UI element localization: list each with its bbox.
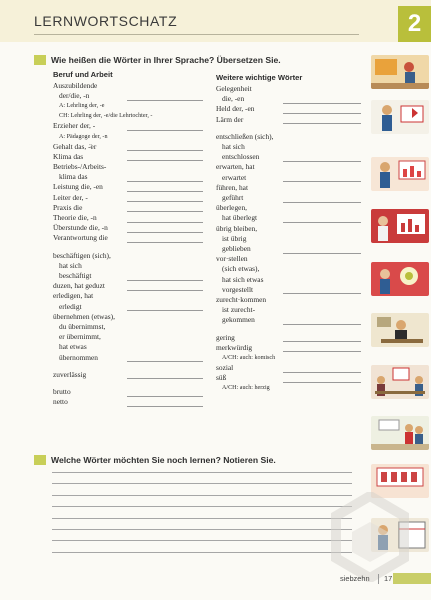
notes-line[interactable] xyxy=(52,540,352,541)
vocab-variant-note: A: Pädagoge der, -n xyxy=(59,133,108,140)
illustration-office-worker xyxy=(371,100,429,134)
vocab-entry xyxy=(53,152,203,162)
vocab-term-line: süß xyxy=(216,373,227,383)
entry-gap xyxy=(53,244,203,251)
vocab-term-line: Held der, -en xyxy=(216,104,255,114)
header-rule xyxy=(34,34,359,35)
right-column-heading: Weitere wichtige Wörter xyxy=(216,73,303,82)
vocab-variant-note: CH: Lehrling der, -e/die Lehrtochter, - xyxy=(59,113,153,120)
vocab-entry xyxy=(53,121,203,141)
vocab-entry xyxy=(216,132,361,163)
vocab-term-line: Betriebs-/Arbeits- xyxy=(53,162,107,172)
vocab-term-line: hat sich etwas xyxy=(222,274,264,284)
vocab-term-line: erwartet xyxy=(222,172,247,182)
vocab-term-line: (sich etwas), xyxy=(222,264,260,274)
vocab-term-line: Auszubildende xyxy=(53,81,98,90)
vocab-column-right xyxy=(216,84,361,393)
notes-line[interactable] xyxy=(52,472,352,473)
vocab-entry xyxy=(53,162,203,182)
task-marker-icon xyxy=(34,55,46,65)
vocab-term-line: Klima das xyxy=(53,151,84,161)
vocab-term-line: erwarten, hat xyxy=(216,162,255,172)
illustration-idea xyxy=(371,262,429,296)
vocab-term-line: Verantwortung die xyxy=(53,233,108,243)
page-number: 17 xyxy=(384,574,393,583)
page-header xyxy=(0,0,431,42)
chapter-badge: 2 xyxy=(398,6,431,42)
vocab-term-line: er übernimmt, xyxy=(59,332,101,342)
task-2-instruction xyxy=(34,455,276,465)
vocab-entry xyxy=(53,281,203,291)
vocab-entry xyxy=(53,142,203,152)
vocab-term-line: merkwürdig xyxy=(216,342,253,352)
page-number-word: siebzehn xyxy=(340,574,370,583)
left-column-heading: Beruf und Arbeit xyxy=(53,70,113,79)
vocab-term-line: Leiter der, - xyxy=(53,192,88,202)
entry-gap xyxy=(216,125,361,132)
task-2-text: Welche Wörter möchten Sie noch lernen? Notieren Sie. xyxy=(51,455,276,465)
notes-line[interactable] xyxy=(52,495,352,496)
notes-line[interactable] xyxy=(52,529,352,530)
illustration-manager-desk xyxy=(371,313,429,347)
vocab-term-line: der/die, -n xyxy=(59,91,90,101)
chapter-tab xyxy=(393,573,431,584)
illustration-chart-talk xyxy=(371,209,429,243)
vocab-entry xyxy=(216,104,361,114)
vocab-term-line: entschließen (sich), xyxy=(216,131,274,141)
vocab-term-line: hat überlegt xyxy=(222,213,258,223)
vocab-variant-note: A: Lehrling der, -e xyxy=(59,103,105,110)
vocab-term-line: Erzieher der, - xyxy=(53,121,96,131)
vocab-term-line: übernehmen (etwas), xyxy=(53,311,115,321)
translation-blank[interactable] xyxy=(127,242,203,243)
vocab-entry xyxy=(216,203,361,223)
vocab-entry xyxy=(53,387,203,397)
vocab-entry xyxy=(53,291,203,311)
vocab-term-line: entschlossen xyxy=(222,152,260,162)
translation-blank[interactable] xyxy=(127,361,203,362)
vocab-entry xyxy=(53,81,203,121)
vocab-term-line: führen, hat xyxy=(216,182,249,192)
vocab-entry xyxy=(53,370,203,380)
vocab-term-line: sozial xyxy=(216,363,234,373)
notes-lines xyxy=(52,472,352,563)
vocab-term-line: Überstunde die, -n xyxy=(53,223,108,233)
vocab-term-line: Praxis die xyxy=(53,202,83,212)
task-1-instruction xyxy=(34,55,281,65)
vocab-term-line: hat sich xyxy=(59,260,82,270)
vocab-entry xyxy=(216,333,361,343)
vocab-entry xyxy=(216,373,361,393)
vocab-term-line: zurecht·kommen xyxy=(216,295,267,305)
vocab-entry xyxy=(53,193,203,203)
watermark-logo xyxy=(330,492,410,582)
vocab-term-line: duzen, hat geduzt xyxy=(53,281,105,291)
vocab-term-line: Gelegenheit xyxy=(216,84,252,93)
illustration-team xyxy=(371,416,429,450)
vocab-term-line: vor·stellen xyxy=(216,254,248,264)
task-marker-icon xyxy=(34,455,46,465)
vocab-term-line: beschäftigen (sich), xyxy=(53,250,111,260)
entry-gap xyxy=(53,363,203,370)
vocab-column-left xyxy=(53,81,203,407)
vocab-term-line: hat etwas xyxy=(59,342,87,352)
vocab-term-line: übrig bleiben, xyxy=(216,223,258,233)
vocab-term-line: erledigen, hat xyxy=(53,291,94,301)
vocab-term-line: beschäftigt xyxy=(59,271,92,281)
vocab-term-line: zuverlässig xyxy=(53,369,87,379)
vocab-term-line: übernommen xyxy=(59,352,98,362)
vocab-entry xyxy=(53,312,203,363)
vocab-variant-note: A/CH: auch: herzig xyxy=(222,385,270,392)
translation-blank[interactable] xyxy=(127,100,203,101)
illustration-meeting xyxy=(371,365,429,399)
translation-blank[interactable] xyxy=(283,351,361,352)
vocab-entry xyxy=(216,254,361,295)
vocab-term-line: erledigt xyxy=(59,301,82,311)
vocab-entry xyxy=(53,213,203,223)
vocab-entry xyxy=(216,343,361,363)
vocab-term-line: Gehalt das, -̈er xyxy=(53,141,97,151)
vocab-entry xyxy=(53,251,203,282)
vocab-entry xyxy=(53,182,203,192)
vocab-entry xyxy=(53,223,203,233)
vocab-term-line: Lärm der xyxy=(216,114,244,124)
vocab-term-line: du übernimmst, xyxy=(59,322,106,332)
vocab-term-line: Leistung die, -en xyxy=(53,182,103,192)
illustration-classroom xyxy=(371,55,429,89)
vocab-entry xyxy=(216,84,361,104)
vocab-variant-note: A/CH: auch: komisch xyxy=(222,355,276,362)
vocab-term-line: geblieben xyxy=(222,244,251,254)
vocab-entry xyxy=(216,224,361,255)
entry-gap xyxy=(216,326,361,333)
translation-blank[interactable] xyxy=(283,123,361,124)
vocab-entry xyxy=(216,363,361,373)
entry-gap xyxy=(53,380,203,387)
section-title: LERNWORTSCHATZ xyxy=(34,13,178,29)
notes-line[interactable] xyxy=(52,483,352,484)
vocab-term-line: Theorie die, -n xyxy=(53,213,97,223)
notes-line[interactable] xyxy=(52,552,352,553)
vocab-entry xyxy=(216,295,361,326)
vocab-entry xyxy=(53,203,203,213)
vocab-term-line: klima das xyxy=(59,172,88,182)
translation-blank[interactable] xyxy=(127,406,203,407)
vocab-term-line: gekommen xyxy=(222,315,255,325)
translation-blank[interactable] xyxy=(283,382,361,383)
notes-line[interactable] xyxy=(52,506,352,507)
vocab-entry xyxy=(216,162,361,182)
notes-line[interactable] xyxy=(52,518,352,519)
translation-blank[interactable] xyxy=(127,378,203,379)
illustration-presentation xyxy=(371,157,429,191)
vocab-entry xyxy=(216,115,361,125)
footer-separator xyxy=(378,574,379,584)
vocab-term-line: brutto xyxy=(53,387,71,397)
vocab-term-line: gering xyxy=(216,332,235,342)
task-1-text: Wie heißen die Wörter in Ihrer Sprache? Übersetzen Sie. xyxy=(51,55,281,65)
vocab-entry xyxy=(216,183,361,203)
vocab-term-line: hat sich xyxy=(222,142,245,152)
translation-blank[interactable] xyxy=(127,130,203,131)
vocab-term-line: vorgestellt xyxy=(222,284,254,294)
vocab-entry xyxy=(53,397,203,407)
vocab-term-line: überlegen, xyxy=(216,203,247,213)
vocab-term-line: netto xyxy=(53,397,68,407)
translation-blank[interactable] xyxy=(283,324,361,325)
vocab-term-line: die, -en xyxy=(222,94,245,104)
vocab-term-line: ist zurecht- xyxy=(222,305,256,315)
vocab-entry xyxy=(53,233,203,243)
vocab-term-line: geführt xyxy=(222,193,244,203)
vocab-term-line: ist übrig xyxy=(222,233,247,243)
